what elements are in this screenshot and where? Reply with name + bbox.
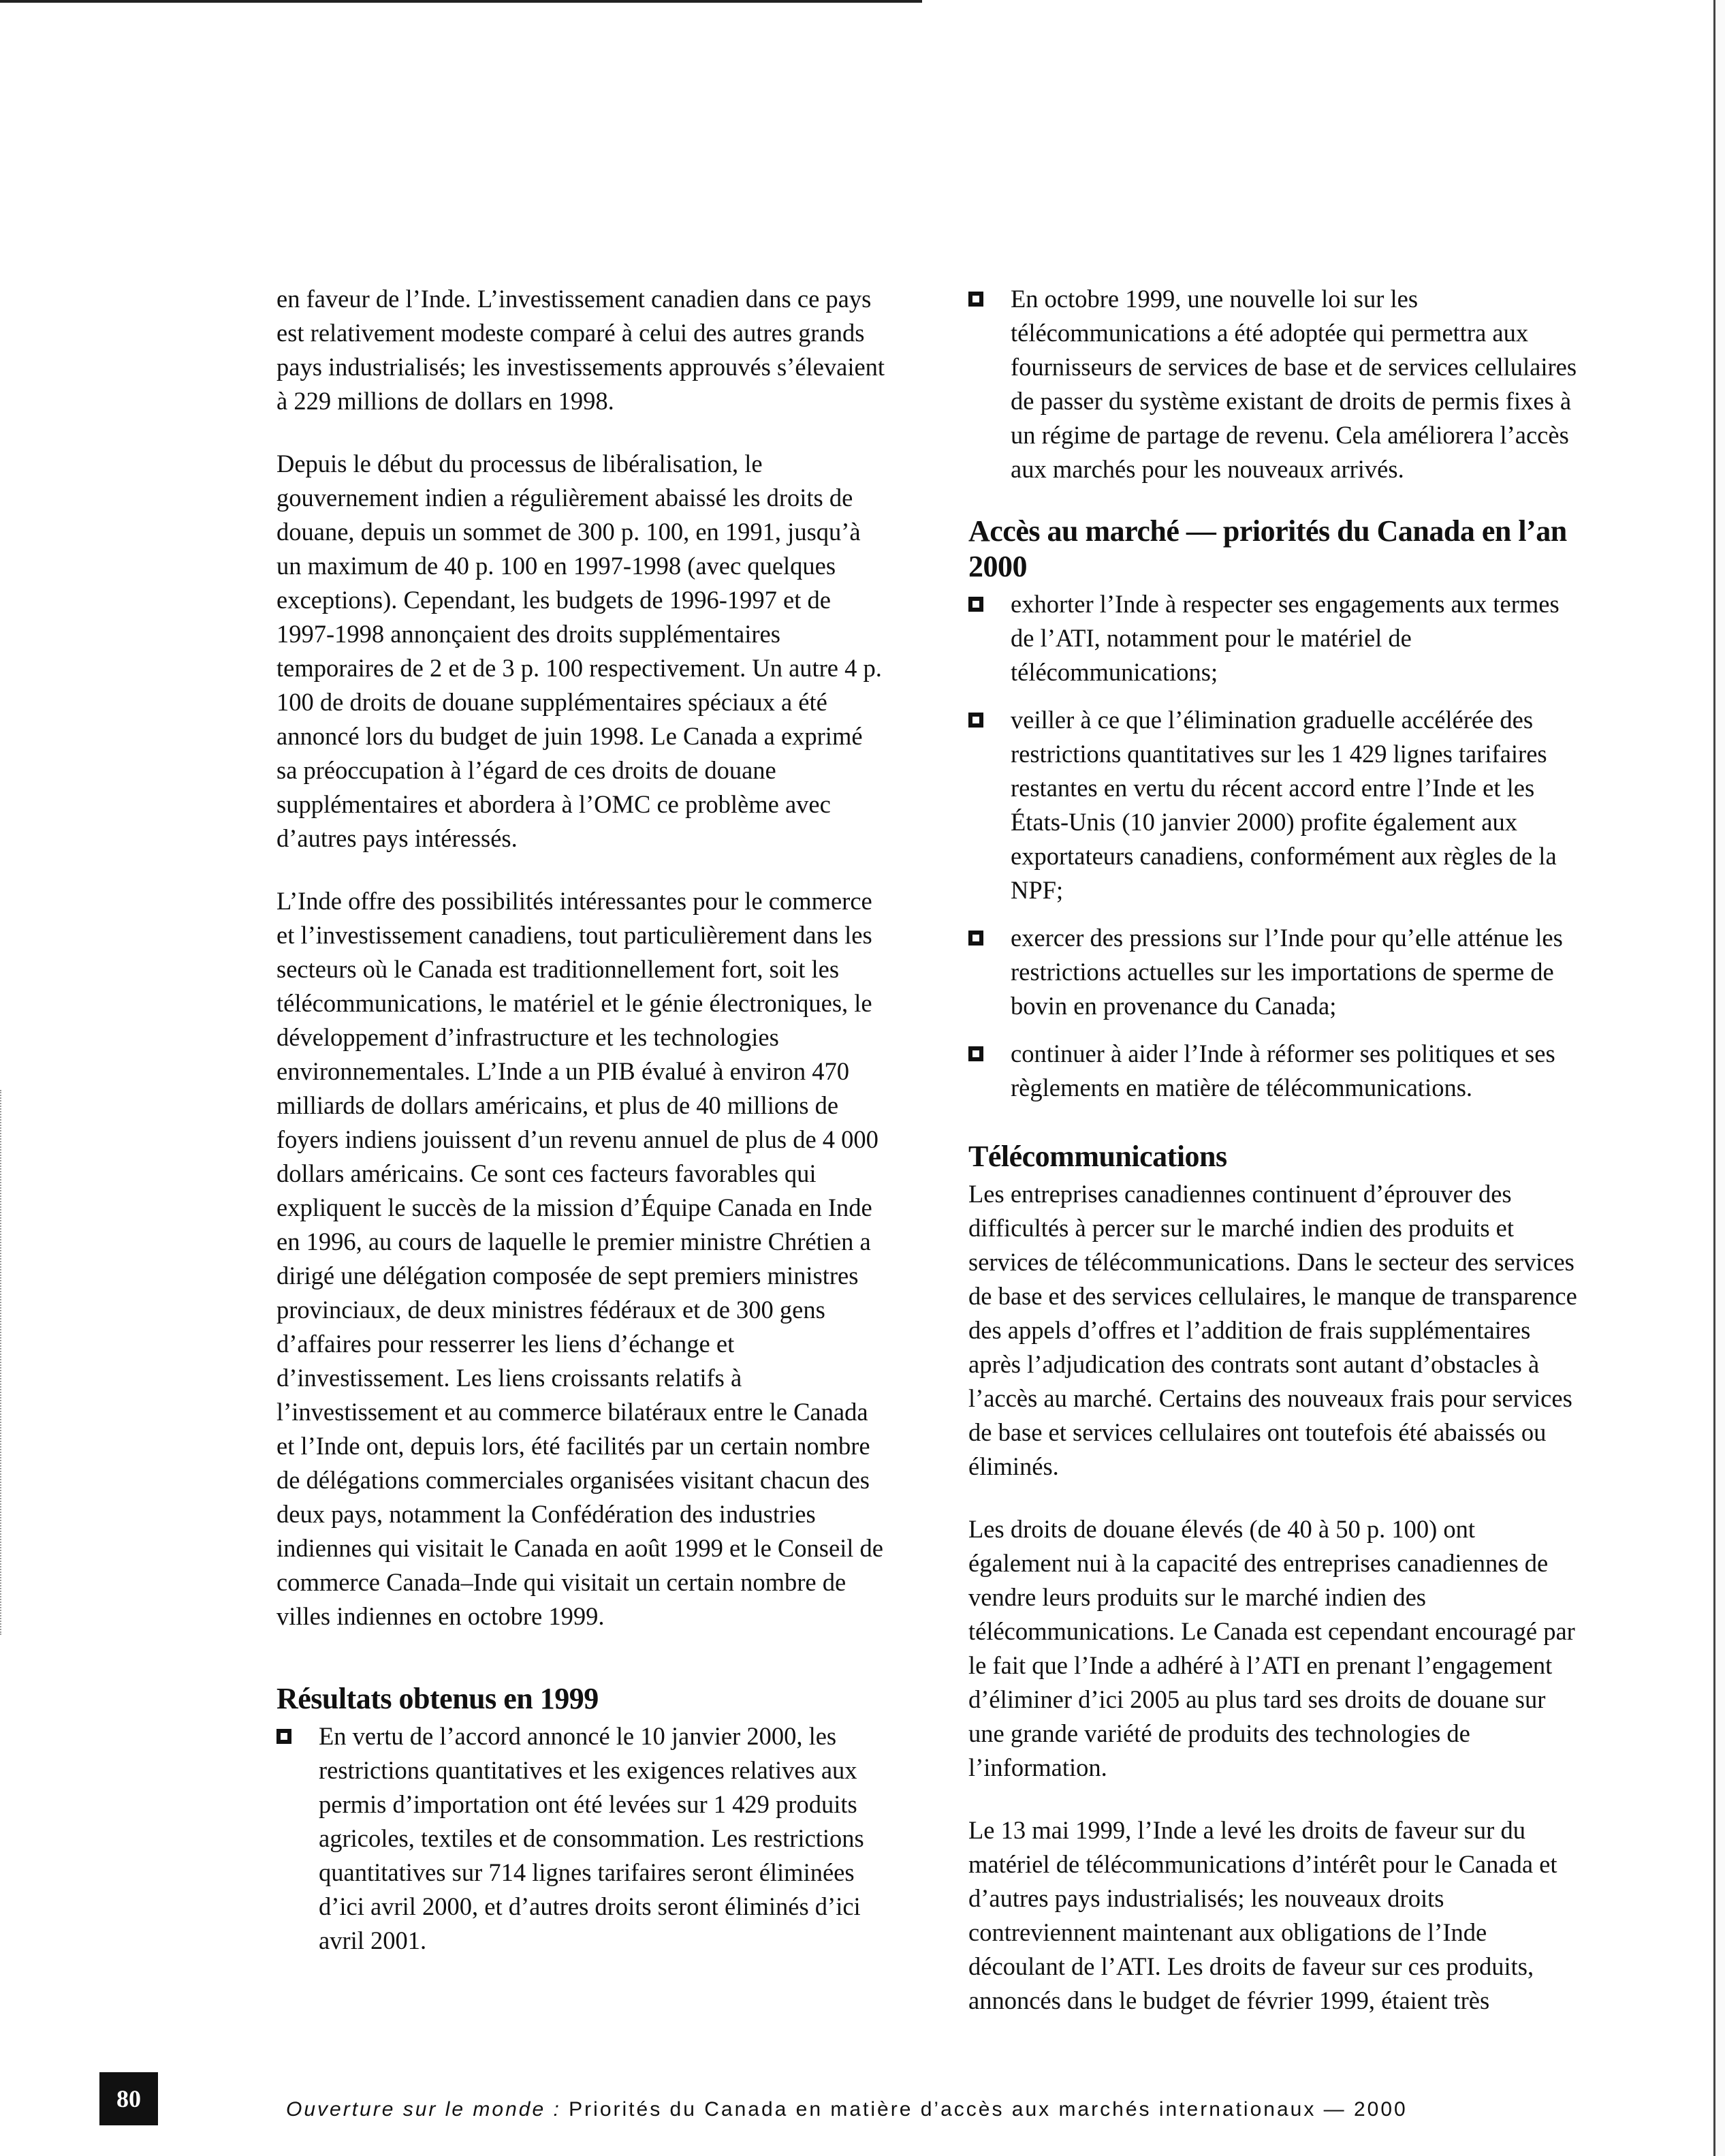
paragraph: Les entreprises canadiennes continuent d’éprouver des difficultés à percer sur le marché indien des produits et services de télécommunications. Dans le secteur des services de base et des services cellulaires, le manque de transparence des appels d’offres et l’addition de frais supplémentaires après l’adjudication des contrats sont autant d’obstacles à l’accès au marché. Certains des nouveaux frais pour services de base et services cellulaires ont toutefois été abaissés ou éliminés. [968, 1180, 1577, 1480]
scan-margin-specks [0, 1090, 7, 1635]
page-number: 80 [99, 2072, 158, 2125]
list-item [968, 1037, 1581, 1105]
paragraph: en faveur de l’Inde. L’investissement canadien dans ce pays est relativement modeste comparé à celui des autres grands pays industrialisés; les investissements approuvés s’élevaient à 229 millions de dollars en 1998. [276, 285, 885, 415]
list-item-text: exercer des pressions sur l’Inde pour qu’elle atténue les restrictions actuelles sur les importations de sperme de bovin en provenance du Canada; [1011, 924, 1563, 1020]
section-heading: Résultats obtenus en 1999 [276, 1682, 599, 1715]
list-item [968, 282, 1581, 486]
square-bullet-icon [968, 292, 983, 307]
bullet-list [968, 282, 1581, 486]
list-item [968, 921, 1581, 1023]
results-section [276, 1681, 889, 1958]
list-item-text: continuer à aider l’Inde à réformer ses politiques et ses règlements en matière de télécommunications. [1011, 1040, 1555, 1102]
paragraph: Depuis le début du processus de libéralisation, le gouvernement indien a régulièrement abaissé les droits de douane, depuis un sommet de 300 p. 100, en 1991, jusqu’à un maximum de 40 p. 100 en 1997-1998 (avec quelques exceptions). Cependant, les budgets de 1996-1997 et de 1997-1998 annonçaient des droits supplémentaires temporaires de 2 et de 3 p. 100 respectivement. Un autre 4 p. 100 de droits de douane supplémentaires spéciaux a été annoncé lors du budget de juin 1998. Le Canada a exprimé sa préoccupation à l’égard de ces droits de douane supplémentaires et abordera à l’OMC ce problème avec d’autres pays intéressés. [276, 450, 882, 852]
page-edge-border [1713, 0, 1725, 2156]
list-item [968, 587, 1581, 689]
priorities-section [968, 514, 1581, 1105]
telecom-section [968, 1139, 1581, 2018]
square-bullet-icon [968, 597, 983, 612]
square-bullet-icon [968, 713, 983, 728]
list-item [276, 1719, 889, 1958]
right-column [968, 282, 1581, 2046]
list-item-text: En vertu de l’accord annoncé le 10 janvier 2000, les restrictions quantitatives et les exigences relatives aux permis d’importation ont été levées sur 1 429 produits agricoles, textiles et de consommation. Les restrictions quantitatives sur 714 lignes tarifaires seront éliminées d’ici avril 2000, et d’autres droits seront éliminés d’ici avril 2001. [319, 1722, 864, 1954]
list-item [968, 703, 1581, 907]
list-item-text: veiller à ce que l’élimination graduelle accélérée des restrictions quantitatives sur les 1 429 lignes tarifaires restantes en vertu du récent accord entre l’Inde et les États-Unis (10 janvier 2000) profite également aux exportateurs canadiens, conformément aux règles de la NPF; [1011, 706, 1557, 904]
running-footer [286, 2098, 1580, 2121]
list-item-text: exhorter l’Inde à respecter ses engagements aux termes de l’ATI, notamment pour le matériel de télécommunications; [1011, 590, 1560, 686]
bullet-list [276, 1719, 889, 1958]
top-rule [0, 0, 922, 3]
square-bullet-icon [968, 1046, 983, 1061]
list-item-text: En octobre 1999, une nouvelle loi sur les télécommunications a été adoptée qui permettra aux fournisseurs de services de base et de services cellulaires de passer du système existant de droits de permis fixes à un régime de partage de revenu. Cela améliorera l’accès aux marchés pour les nouveaux arrivés. [1011, 285, 1577, 483]
square-bullet-icon [968, 931, 983, 946]
footer-title-italic: Ouverture sur le monde : [286, 2098, 561, 2121]
bullet-list [968, 587, 1581, 1105]
section-heading: Télécommunications [968, 1140, 1227, 1173]
paragraph: Le 13 mai 1999, l’Inde a levé les droits de faveur sur du matériel de télécommunications d’intérêt pour le Canada et d’autres pays industrialisés; les nouveaux droits contreviennent maintenant aux obligations de l’Inde découlant de l’ATI. Les droits de faveur sur ces produits, annoncés dans le budget de février 1999, étaient très [968, 1816, 1557, 2014]
paragraph: L’Inde offre des possibilités intéressantes pour le commerce et l’investissement canadiens, tout particulièrement dans les secteurs où le Canada est traditionnellement fort, soit les télécommunications, le matériel et le génie électroniques, le développement d’infrastructure et les technologies environnementales. L’Inde a un PIB évalué à environ 470 milliards de dollars américains, et plus de 40 millions de foyers indiens jouissent d’un revenu annuel de plus de 4 000 dollars américains. Ce sont ces facteurs favorables qui expliquent le succès de la mission d’Équipe Canada en Inde en 1996, au cours de laquelle le premier ministre Chrétien a dirigé une délégation composée de sept premiers ministres provinciaux, de deux ministres fédéraux et de 300 gens d’affaires pour resserrer les liens d’échange et d’investissement. Les liens croissants relatifs à l’investissement et au commerce bilatéraux entre le Canada et l’Inde ont, depuis lors, été facilités par un certain nombre de délégations commerciales organisées visitant chacun des deux pays, notamment la Confédération des industries indiennes qui visitait le Canada en août 1999 et le Conseil de commerce Canada–Inde qui visitait un certain nombre de villes indiennes en octobre 1999. [276, 887, 884, 1630]
section-heading: Accès au marché — priorités du Canada en l’an 2000 [968, 514, 1567, 583]
left-column [276, 282, 889, 1985]
paragraph: Les droits de douane élevés (de 40 à 50 p. 100) ont également nui à la capacité des entreprises canadiennes de vendre leurs produits sur le marché indien des télécommunications. Le Canada est cependant encouragé par le fait que l’Inde a adhéré à l’ATI en prenant l’engagement d’éliminer d’ici 2005 au plus tard ses droits de douane sur une grande variété de produits des technologies de l’information. [968, 1515, 1575, 1781]
square-bullet-icon [276, 1729, 291, 1744]
footer-title-rest: Priorités du Canada en matière d’accès aux marchés internationaux — 2000 [560, 2098, 1408, 2121]
